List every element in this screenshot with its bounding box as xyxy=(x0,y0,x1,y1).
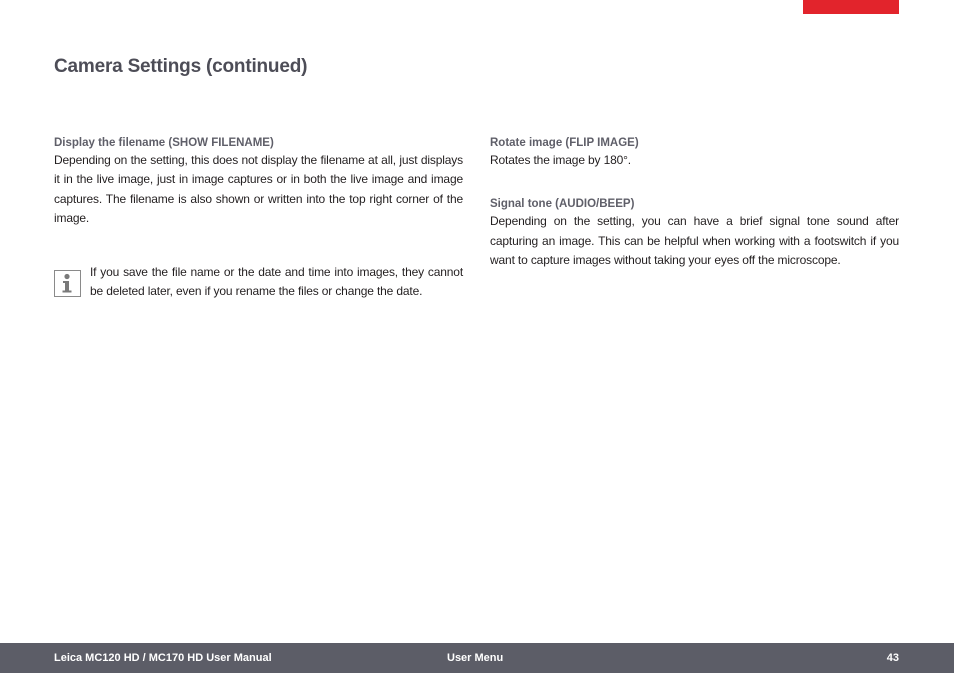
audio-beep-heading: Signal tone (AUDIO/BEEP) xyxy=(490,198,635,211)
audio-beep-text: Depending on the setting, you can have a brief signal tone sound after capturing an image. This can be helpful when working with a footswitch if you want to capture images without taking your eyes off the microscope. xyxy=(490,214,899,267)
page-title: Camera Settings (continued) xyxy=(54,56,308,77)
info-icon xyxy=(54,270,81,297)
page-number: 43 xyxy=(886,652,899,664)
flip-image-heading: Rotate image (FLIP IMAGE) xyxy=(490,137,639,149)
flip-image-section xyxy=(490,135,899,170)
audio-beep-section xyxy=(490,196,899,270)
note-text: If you save the file name or the date and time into images, they cannot be deleted later, even if you rename the files or change the date. xyxy=(90,265,463,299)
right-column xyxy=(490,135,899,270)
footer-manual-title: Leica MC120 HD / MC170 HD User Manual xyxy=(54,652,272,664)
flip-image-text: Rotates the image by 180°. xyxy=(490,153,631,167)
show-filename-text: Depending on the setting, this does not display the filename at all, just displays it in the live image, just in image captures or in both the live image and image captures. The filename is also shown or written into the top right corner of the image. xyxy=(54,153,463,225)
show-filename-heading: Display the filename (SHOW FILENAME) xyxy=(54,137,274,149)
red-accent-tab xyxy=(803,0,899,14)
show-filename-section xyxy=(54,135,463,228)
info-note xyxy=(54,263,463,302)
footer-bar xyxy=(0,643,954,673)
footer-section-name: User Menu xyxy=(447,652,504,664)
left-column xyxy=(54,135,463,228)
